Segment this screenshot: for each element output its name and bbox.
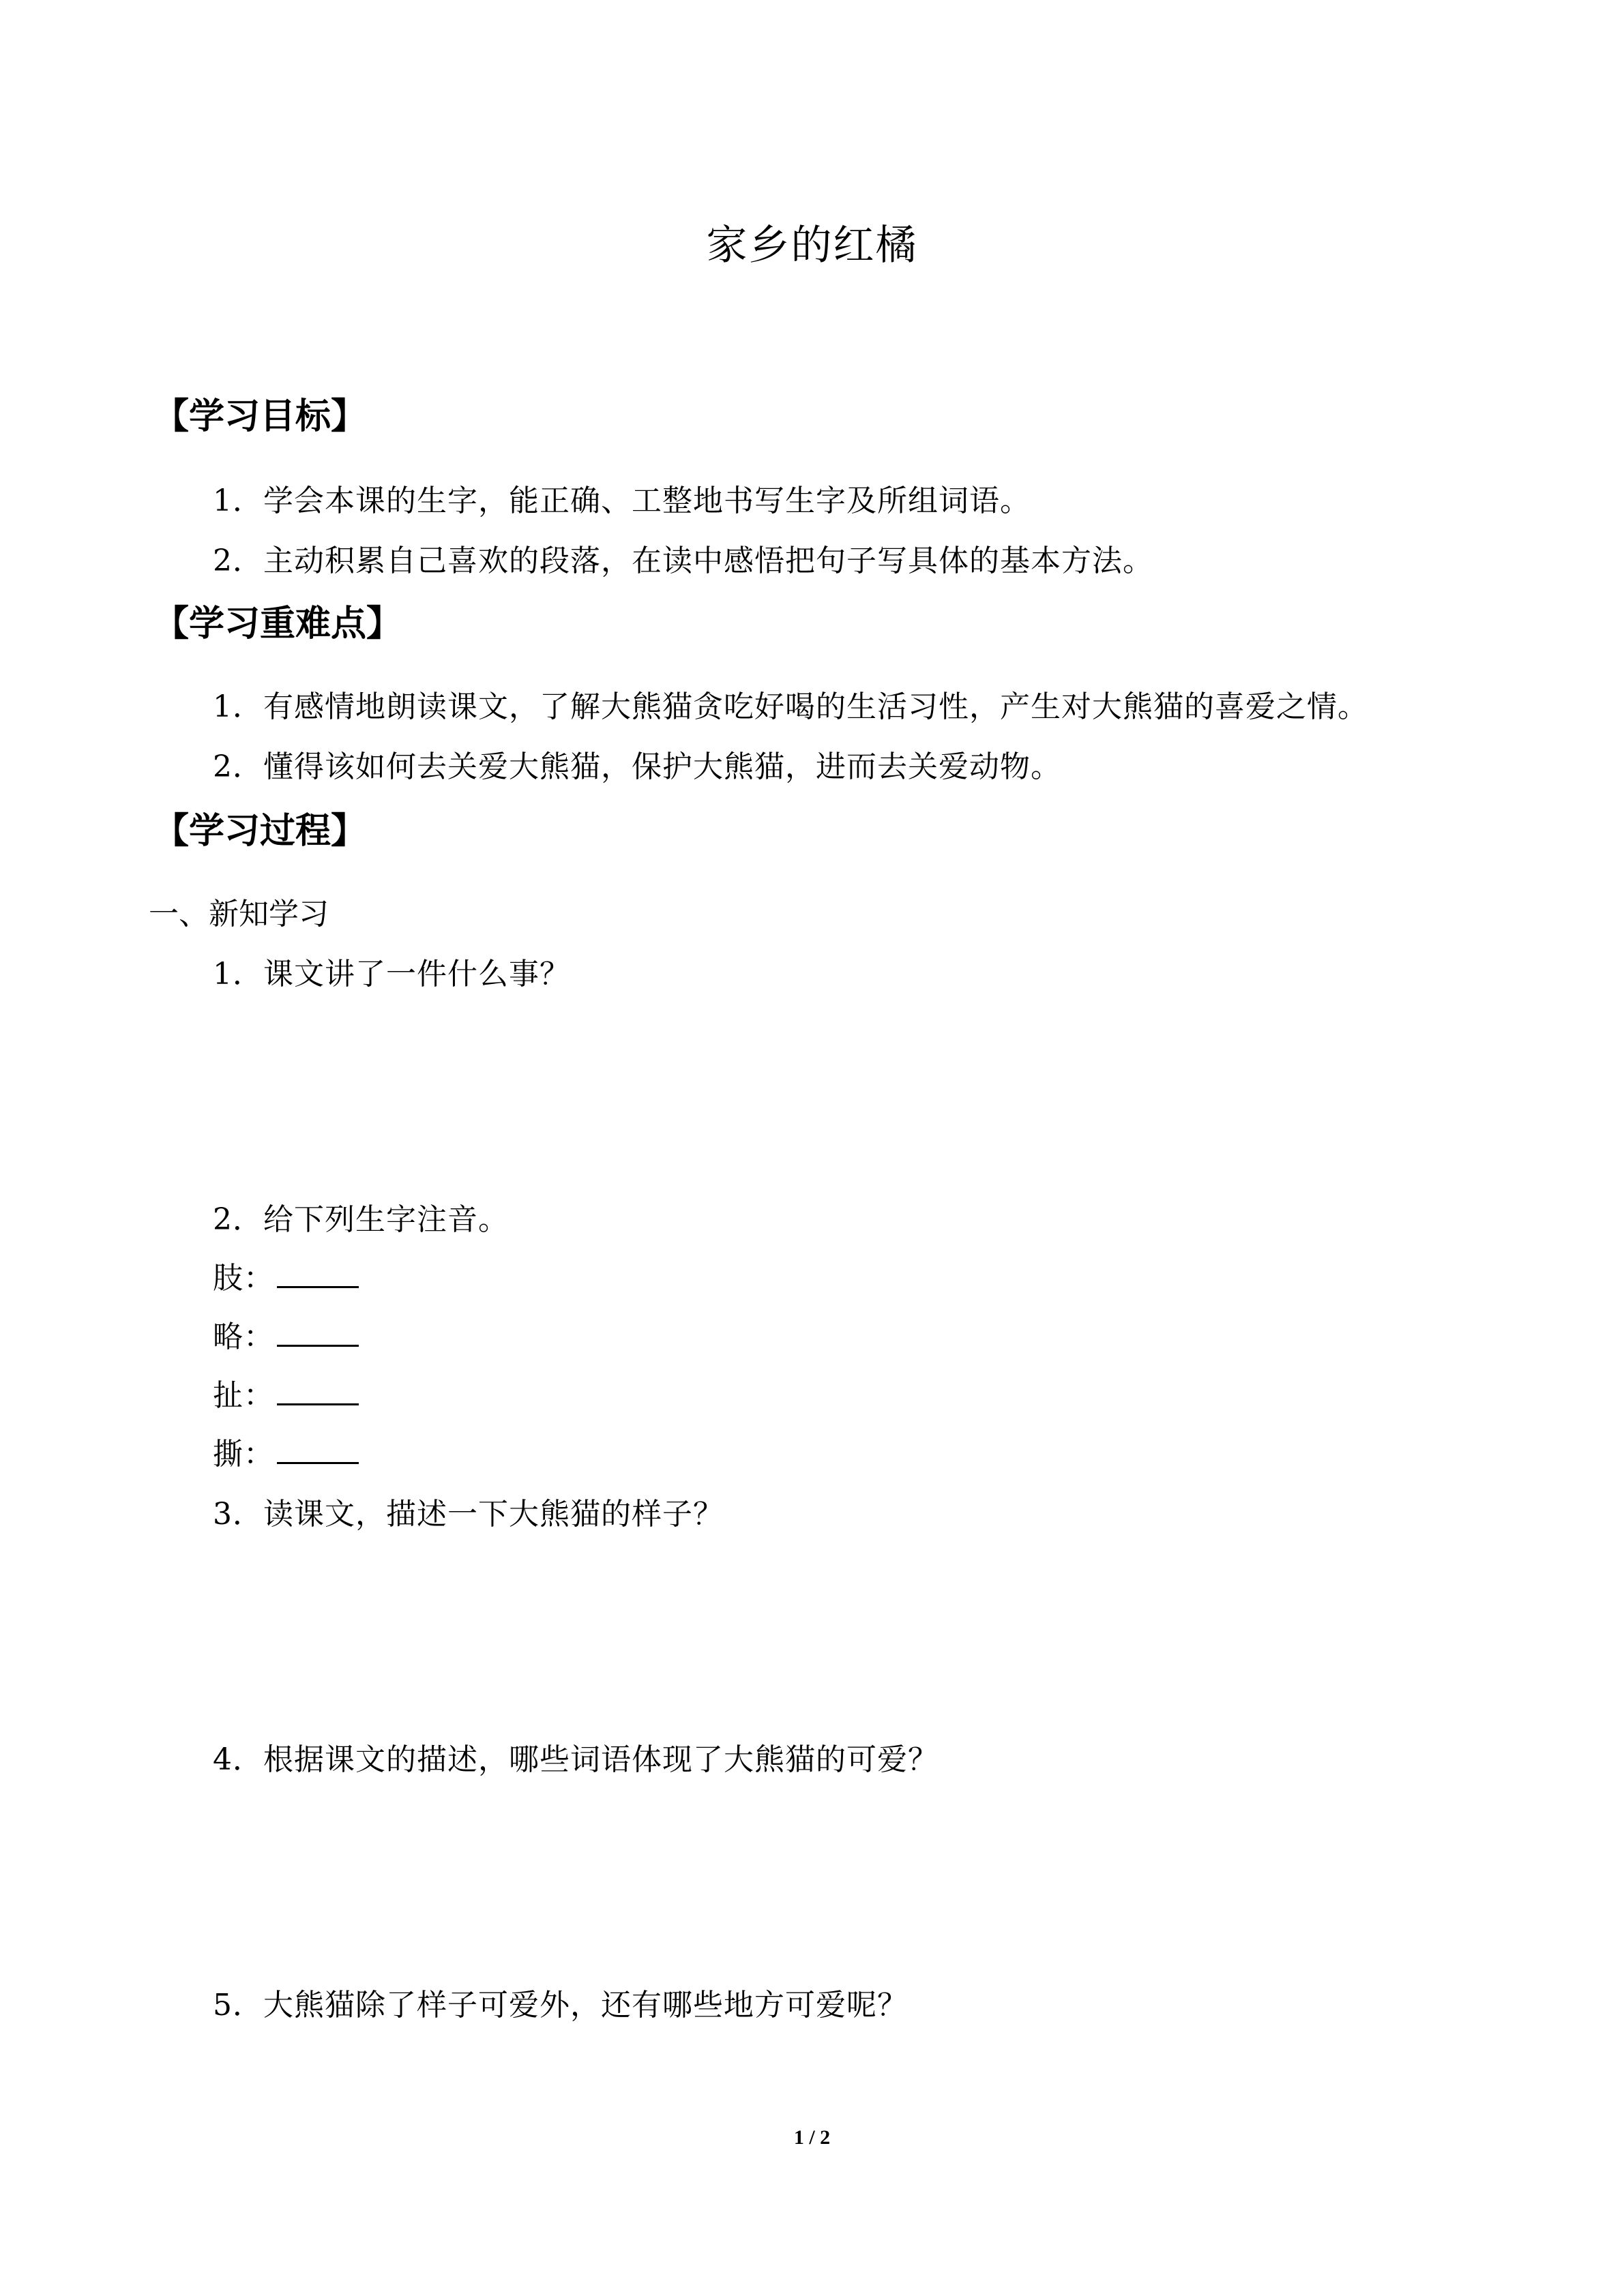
question-1: 1．课文讲了一件什么事？ — [213, 957, 570, 992]
pinyin-row-3 — [213, 1371, 359, 1414]
section-title: 一、新知学习 — [149, 897, 329, 931]
answer-blank[interactable] — [277, 1373, 359, 1405]
key-points-heading: 【学习重难点】 — [153, 603, 402, 644]
objective-item-1: 1．学会本课的生字，能正确、工整地书写生字及所组词语。 — [213, 483, 1031, 518]
objectives-heading: 【学习目标】 — [153, 396, 367, 437]
pinyin-row-2 — [213, 1312, 359, 1356]
objective-item-2: 2．主动积累自己喜欢的段落，在读中感悟把句子写具体的基本方法。 — [213, 543, 1153, 578]
question-2: 2．给下列生字注音。 — [213, 1202, 509, 1237]
key-point-item-1: 1．有感情地朗读课文，了解大熊猫贪吃好喝的生活习性，产生对大熊猫的喜爱之情。 — [213, 689, 1368, 724]
page-title: 家乡的红橘 — [706, 222, 918, 269]
char-label: 撕： — [213, 1437, 274, 1472]
question-4: 4．根据课文的描述，哪些词语体现了大熊猫的可爱？ — [213, 1742, 939, 1777]
char-label: 略： — [213, 1320, 274, 1354]
process-heading: 【学习过程】 — [153, 811, 367, 852]
page-number: 1 / 2 — [793, 2126, 831, 2149]
answer-blank[interactable] — [277, 1432, 359, 1464]
pinyin-row-1 — [213, 1253, 359, 1297]
answer-blank[interactable] — [277, 1256, 359, 1288]
question-5: 5．大熊猫除了样子可爱外，还有哪些地方可爱呢？ — [213, 1988, 908, 2023]
answer-blank[interactable] — [277, 1315, 359, 1347]
char-label: 肢： — [213, 1261, 274, 1296]
question-3: 3．读课文，描述一下大熊猫的样子？ — [213, 1497, 724, 1532]
pinyin-row-4 — [213, 1429, 359, 1473]
char-label: 扯： — [213, 1378, 274, 1413]
key-point-item-2: 2．懂得该如何去关爱大熊猫，保护大熊猫，进而去关爱动物。 — [213, 749, 1061, 784]
